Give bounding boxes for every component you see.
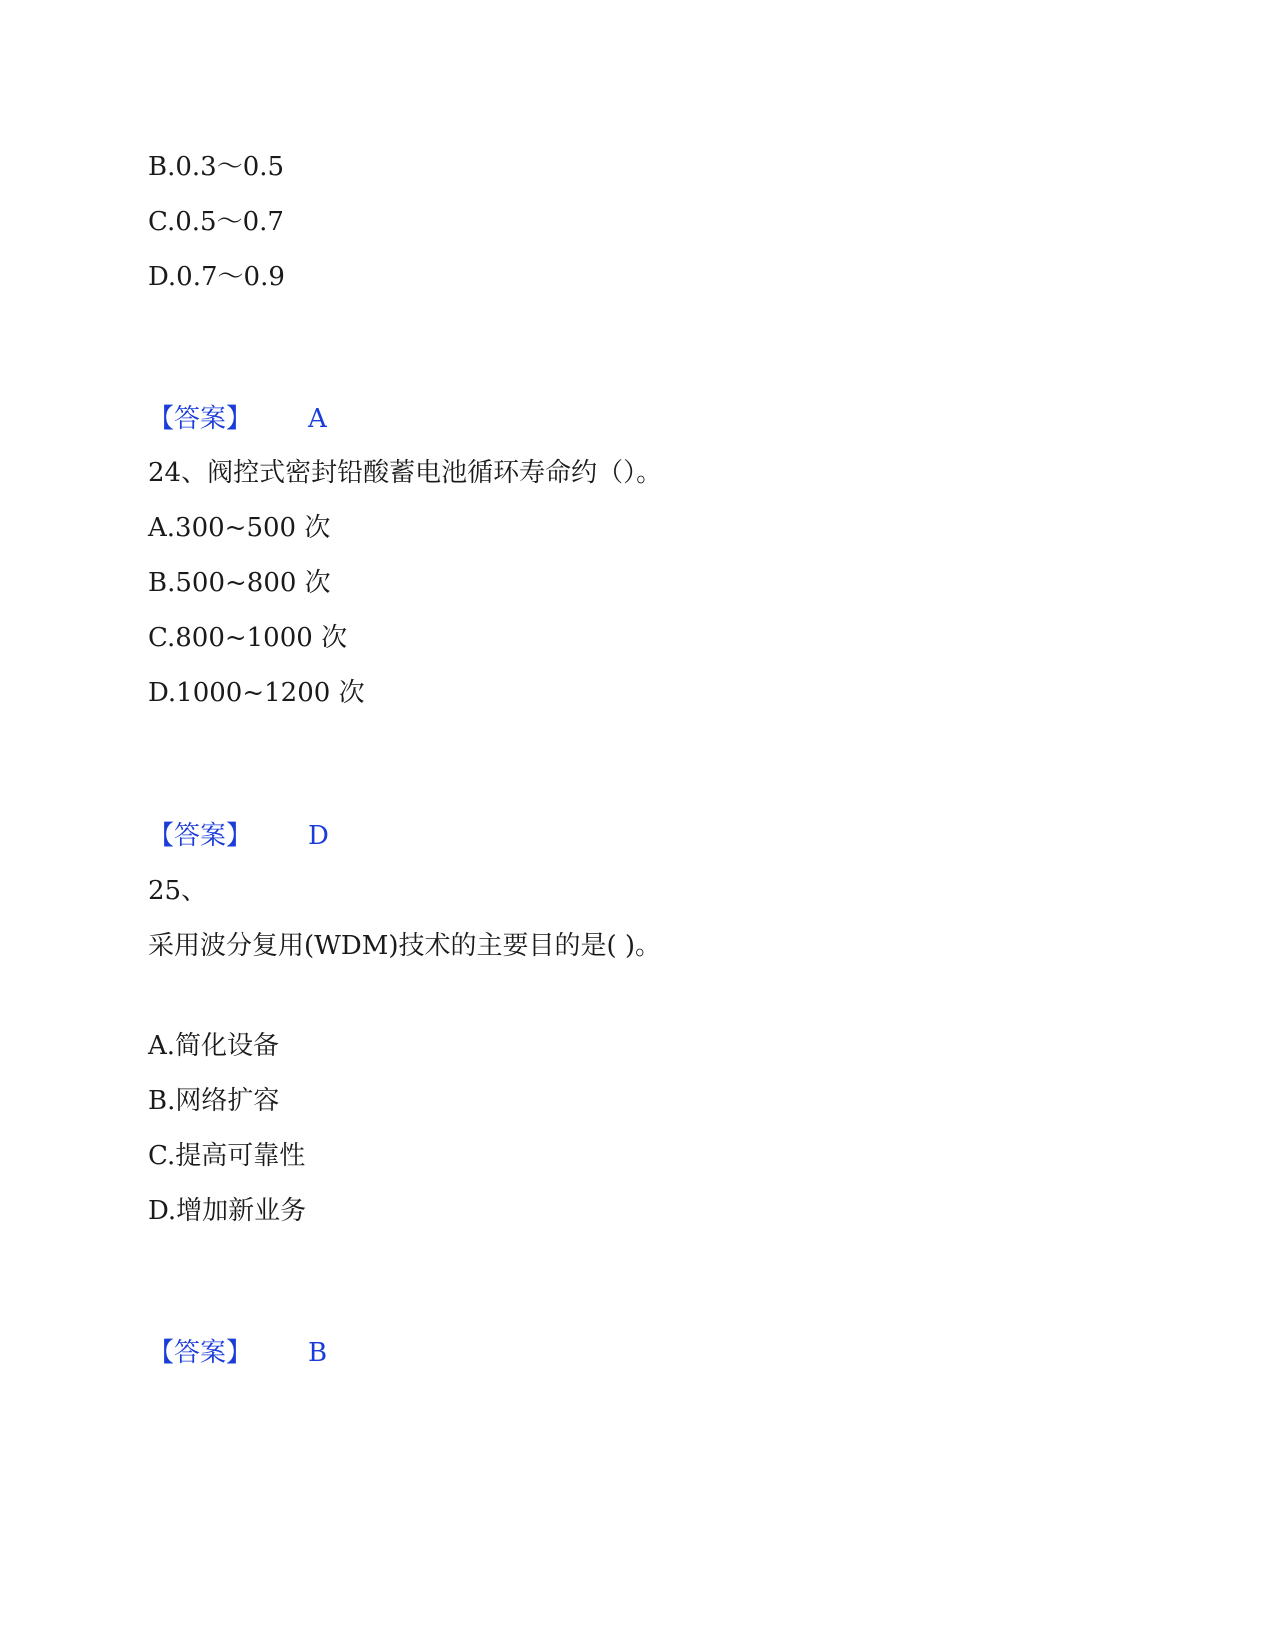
q25-answer xyxy=(148,1336,327,1370)
answer-value: D xyxy=(308,821,329,851)
q25-option-c: C.提高可靠性 xyxy=(148,1141,306,1171)
q25-stem: 采用波分复用(WDM)技术的主要目的是( )。 xyxy=(148,931,662,961)
q25-option-a: A.简化设备 xyxy=(148,1031,280,1061)
answer-label: 【答案】 xyxy=(148,821,253,851)
q24-option-d: D.1000~1200 次 xyxy=(148,678,365,708)
answer-label: 【答案】 xyxy=(148,1338,253,1368)
q24-option-a: A.300~500 次 xyxy=(148,513,331,543)
answer-value: B xyxy=(308,1338,328,1368)
q25-option-b: B.网络扩容 xyxy=(148,1086,280,1116)
q24-stem: 24、阀控式密封铅酸蓄电池循环寿命约（）。 xyxy=(148,458,663,488)
q24-answer xyxy=(148,819,329,853)
q23-option-c: C.0.5～0.7 xyxy=(148,207,284,237)
q23-option-b: B.0.3～0.5 xyxy=(148,152,285,182)
q23-answer xyxy=(148,402,327,436)
q24-option-c: C.800~1000 次 xyxy=(148,623,348,653)
q25-option-d: D.增加新业务 xyxy=(148,1196,307,1226)
answer-label: 【答案】 xyxy=(148,404,253,434)
answer-value: A xyxy=(308,404,327,434)
q24-option-b: B.500~800 次 xyxy=(148,568,331,598)
q23-option-d: D.0.7～0.9 xyxy=(148,262,285,292)
q25-number: 25、 xyxy=(148,876,208,906)
